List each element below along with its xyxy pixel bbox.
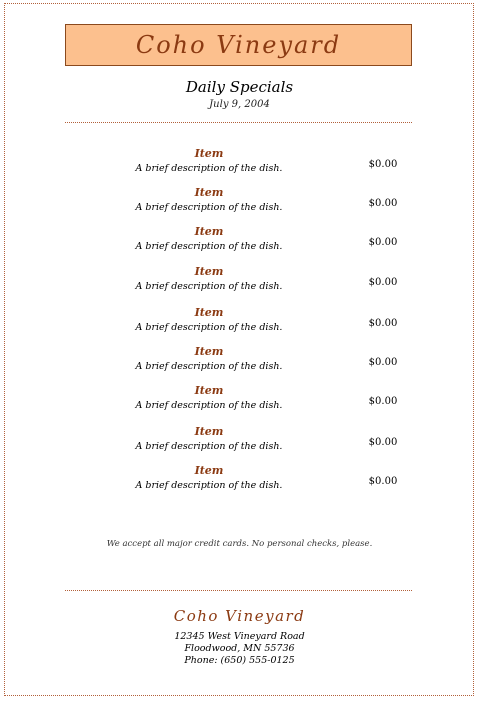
item-description: A brief description of the dish.	[135, 163, 283, 174]
item-price: $0.00	[368, 476, 398, 487]
footer-phone: Phone: (650) 555-0125	[184, 655, 295, 666]
item-name: Item	[194, 306, 224, 319]
item-name: Item	[194, 147, 224, 160]
menu-item	[0, 464, 479, 500]
item-name: Item	[194, 464, 224, 477]
page-title: Coho Vineyard	[135, 31, 342, 59]
menu-item	[0, 225, 479, 261]
item-description: A brief description of the dish.	[135, 441, 283, 452]
menu-item	[0, 345, 479, 381]
item-description: A brief description of the dish.	[135, 241, 283, 252]
menu-date: July 9, 2004	[209, 99, 270, 110]
item-description: A brief description of the dish.	[135, 480, 283, 491]
footer-address-city: Floodwood, MN 55736	[184, 643, 295, 654]
item-description: A brief description of the dish.	[135, 322, 283, 333]
menu-item	[0, 384, 479, 420]
item-name: Item	[194, 425, 224, 438]
menu-item	[0, 147, 479, 183]
item-price: $0.00	[368, 318, 398, 329]
top-divider	[65, 122, 412, 123]
item-price: $0.00	[368, 437, 398, 448]
item-description: A brief description of the dish.	[135, 361, 283, 372]
menu-subtitle: Daily Specials	[185, 78, 294, 96]
item-description: A brief description of the dish.	[135, 400, 283, 411]
item-price: $0.00	[368, 277, 398, 288]
item-name: Item	[194, 265, 224, 278]
item-description: A brief description of the dish.	[135, 202, 283, 213]
item-name: Item	[194, 186, 224, 199]
item-price: $0.00	[368, 198, 398, 209]
item-price: $0.00	[368, 357, 398, 368]
bottom-divider	[65, 590, 412, 591]
item-price: $0.00	[368, 159, 398, 170]
menu-item	[0, 186, 479, 222]
menu-item	[0, 265, 479, 301]
title-banner	[65, 24, 412, 66]
menu-item	[0, 425, 479, 461]
item-name: Item	[194, 384, 224, 397]
menu-item	[0, 306, 479, 342]
item-description: A brief description of the dish.	[135, 281, 283, 292]
footer-address-street: 12345 West Vineyard Road	[174, 631, 305, 642]
payment-note: We accept all major credit cards. No personal checks, please.	[106, 539, 373, 549]
item-name: Item	[194, 225, 224, 238]
item-price: $0.00	[368, 237, 398, 248]
item-price: $0.00	[368, 396, 398, 407]
footer-title: Coho Vineyard	[173, 607, 306, 625]
item-name: Item	[194, 345, 224, 358]
